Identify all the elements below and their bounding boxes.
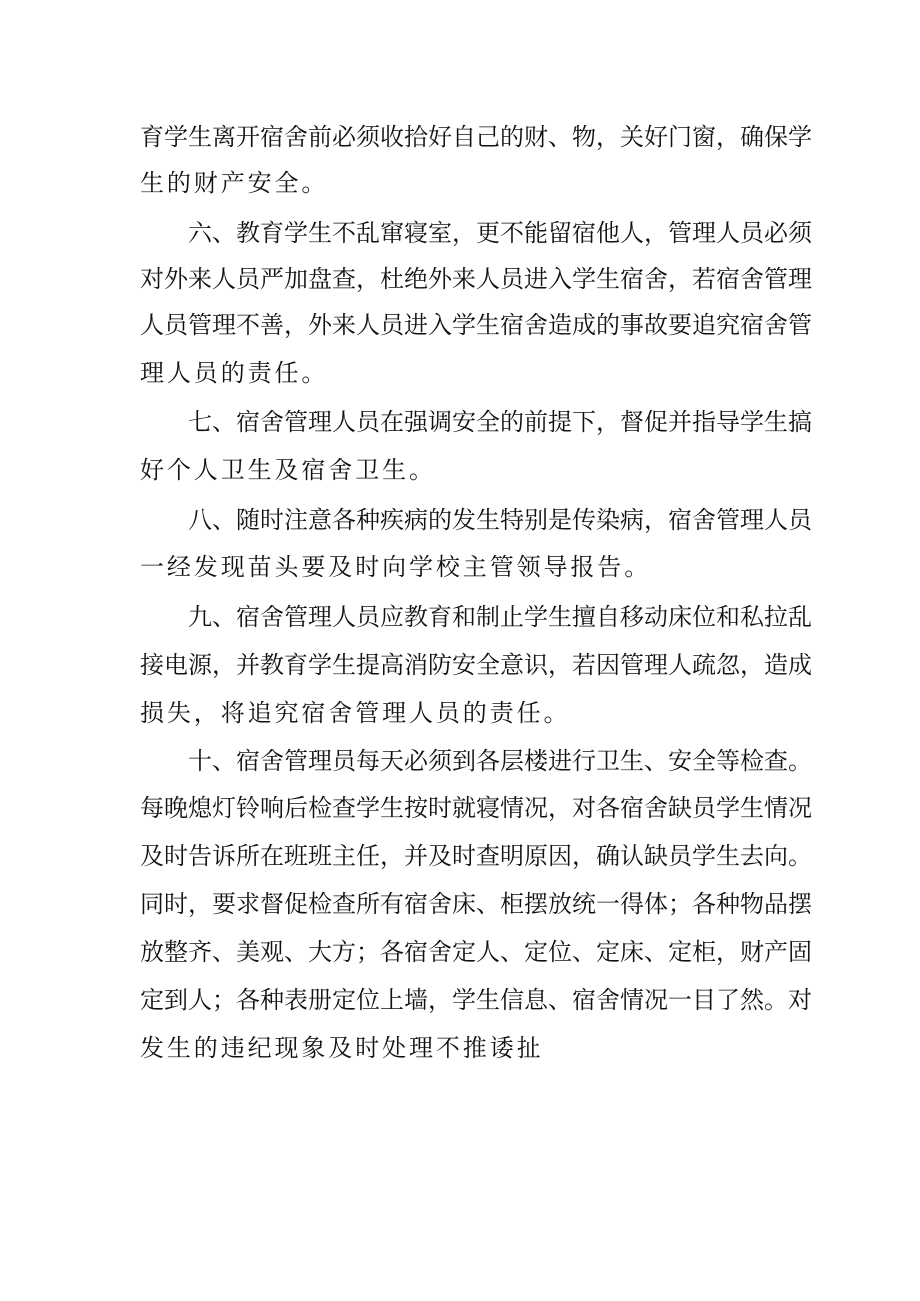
text-line: 九、宿舍管理人员应教育和制止学生擅自移动床位和私拉乱: [188, 603, 812, 631]
text-line: 对外来人员严加盘查，杜绝外来人员进入学生宿舍，若宿舍管理: [140, 265, 812, 293]
text-line: 及时告诉所在班班主任，并及时查明原因，确认缺员学生去向。: [140, 842, 812, 870]
text-line: 十、宿舍管理员每天必须到各层楼进行卫生、安全等检查。: [188, 747, 812, 775]
text-line: 每晚熄灯铃响后检查学生按时就寝情况，对各宿舍缺员学生情况: [140, 794, 812, 822]
text-line: 八、随时注意各种疾病的发生特别是传染病，宿舍管理人员: [188, 506, 812, 534]
text-line: 一经发现苗头要及时向学校主管领导报告。: [140, 553, 652, 581]
text-line: 育学生离开宿舍前必须收拾好自己的财、物，关好门窗，确保学: [140, 123, 812, 151]
text-line: 损失，将追究宿舍管理人员的责任。: [140, 699, 571, 727]
text-line: 六、教育学生不乱窜寝室，更不能留宿他人，管理人员必须: [188, 219, 812, 247]
text-line: 人员管理不善，外来人员进入学生宿舍造成的事故要追究宿舍管: [140, 311, 812, 339]
text-line: 生的财产安全。: [140, 169, 329, 197]
text-line: 七、宿舍管理人员在强调安全的前提下，督促并指导学生搞: [188, 408, 812, 436]
text-line: 理人员的责任。: [140, 359, 329, 387]
text-line: 放整齐、美观、大方；各宿舍定人、定位、定床、定柜，财产固: [140, 938, 812, 966]
text-line: 定到人；各种表册定位上墙，学生信息、宿舍情况一目了然。对: [140, 986, 812, 1014]
text-line: 好个人卫生及宿舍卫生。: [140, 456, 436, 484]
text-line: 发生的违纪现象及时处理不推诿扯: [140, 1034, 544, 1062]
text-line: 接电源，并教育学生提高消防安全意识，若因管理人疏忽，造成: [140, 651, 812, 679]
text-line: 同时，要求督促检查所有宿舍床、柜摆放统一得体；各种物品摆: [140, 890, 812, 918]
